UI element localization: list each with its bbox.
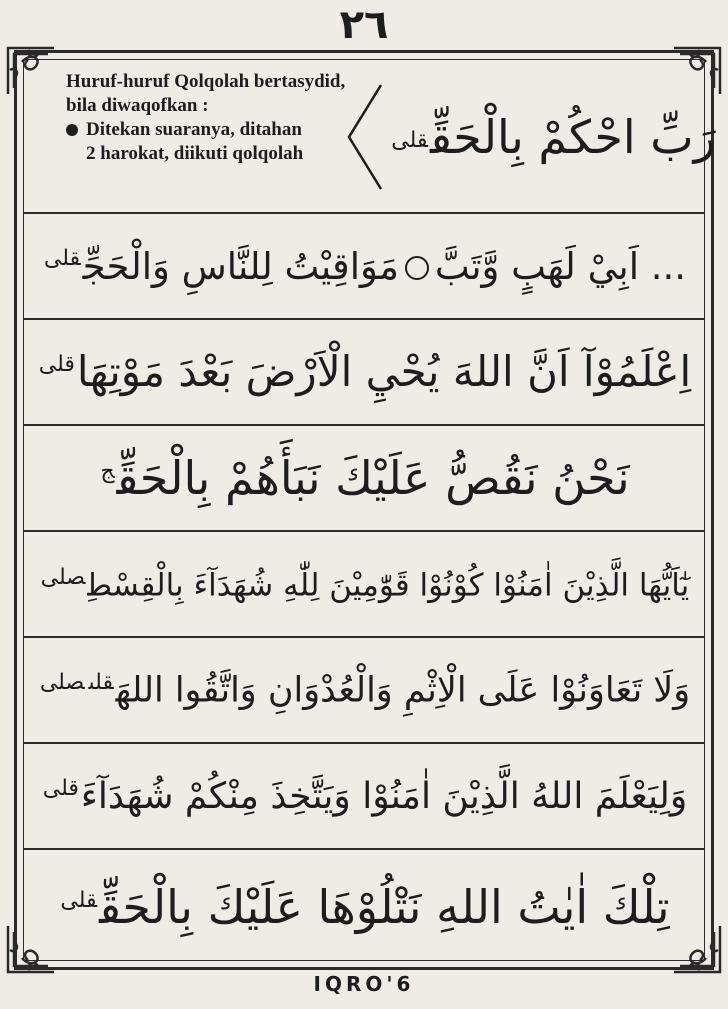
arabic-line-6 — [26, 640, 702, 740]
note-line: 2 harokat, diikuti qolqolah — [86, 143, 304, 164]
arabic-text — [41, 775, 688, 817]
arabic-line-4 — [26, 428, 702, 528]
arabic-text — [98, 451, 630, 505]
verse-end-circle-icon — [405, 256, 429, 280]
waqf-mark: قلى — [391, 127, 428, 153]
arabic-phrase: مَوَاقِيْتُ لِلنَّاسِ وَالْحَجِّ — [82, 244, 399, 288]
arabic-text — [38, 669, 691, 711]
arabic-line-7 — [26, 746, 702, 846]
row-divider — [24, 212, 704, 214]
row-divider — [24, 848, 704, 850]
row-divider — [24, 424, 704, 426]
arabic-text — [58, 880, 670, 934]
arabic-phrase: نَحْنُ نَقُصُّ عَلَيْكَ نَبَأَهُمْ بِالْحَقِّ — [116, 451, 630, 505]
arabic-text — [42, 244, 687, 288]
arabic-text — [39, 564, 690, 604]
angle-bracket-icon — [345, 81, 385, 193]
waqf-mark: ج — [100, 458, 115, 484]
waqf-mark: قلى — [88, 669, 114, 695]
arabic-text: رَبِّ احْكُمْ بِالْحَقِّ — [430, 110, 716, 164]
header-row — [26, 62, 716, 212]
arabic-line-2 — [26, 216, 702, 316]
note-bullet-item — [66, 118, 345, 142]
waqf-mark: صلى — [40, 564, 86, 590]
arabic-phrase: يٰٓاَيُّهَا الَّذِيْنَ اٰمَنُوْا كُوْنُوْا قَوّٰمِيْنَ لِلّٰهِ شُهَدَآءَ بِالْقِسْطِ — [87, 567, 690, 604]
arabic-line-8 — [26, 852, 702, 962]
arabic-text — [37, 347, 692, 396]
waqf-mark: قلى — [42, 775, 79, 801]
bullet-icon — [66, 124, 78, 136]
page-number: ٢٦ — [339, 2, 389, 48]
arabic-line-1 — [389, 110, 728, 164]
row-divider — [24, 318, 704, 320]
arabic-phrase: وَلَا تَعَاوَنُوْا عَلَى الْاِثْمِ وَالْعُدْوَانِ وَاتَّقُوا اللهَ — [115, 670, 691, 711]
waqf-mark: قلى — [38, 352, 75, 377]
arabic-line-3 — [26, 322, 702, 422]
arabic-phrase: تِلْكَ اٰيٰتُ اللهِ نَتْلُوْهَا عَلَيْكَ بِالْحَقِّ — [99, 880, 670, 934]
waqf-mark-mid: صلى — [39, 669, 85, 695]
arabic-phrase: ... اَبِيْ لَهَبٍ وَّتَبَّ — [434, 244, 687, 288]
arabic-phrase: اِعْلَمُوْآ اَنَّ اللهَ يُحْيِ الْاَرْضَ بَعْدَ مَوْتِهَا — [76, 347, 692, 396]
book-footer: IQRO'6 — [313, 972, 415, 996]
note-line: Huruf-huruf Qolqolah bertasydid, — [66, 71, 346, 92]
arabic-line-5 — [26, 534, 702, 634]
note-line: bila diwaqofkan : — [66, 95, 209, 116]
waqf-mark: قلى — [43, 246, 81, 272]
qolqolah-note — [26, 62, 345, 166]
arabic-phrase: وَلِيَعْلَمَ اللهُ الَّذِيْنَ اٰمَنُوْا وَيَتَّخِذَ مِنْكُمْ شُهَدَآءَ — [80, 775, 688, 817]
row-divider — [24, 530, 704, 532]
row-divider — [24, 742, 704, 744]
note-bullet-text: Ditekan suaranya, ditahan — [86, 119, 302, 140]
waqf-mark: قلى — [60, 887, 98, 913]
row-divider — [24, 636, 704, 638]
